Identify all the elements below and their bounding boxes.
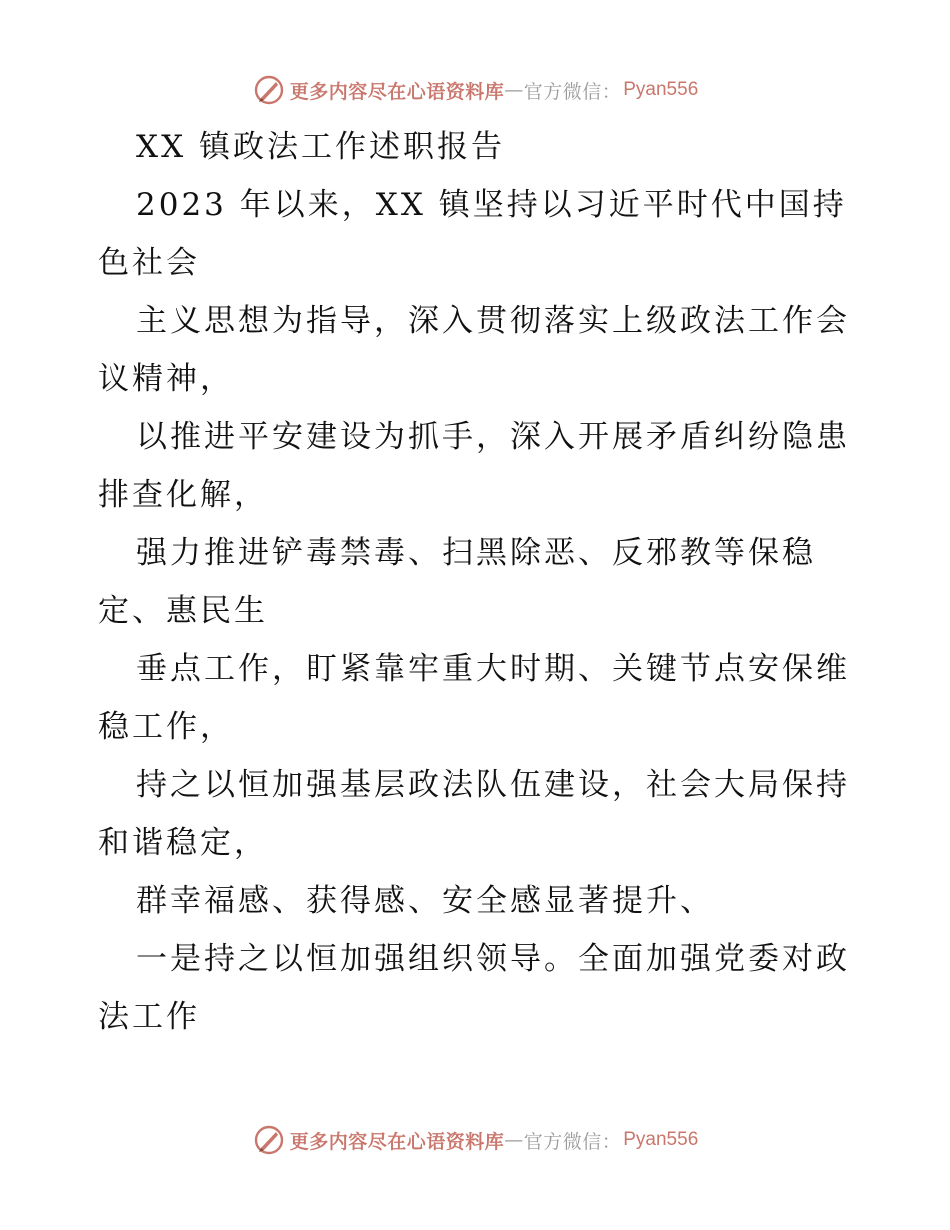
banner-main-text: 更多内容尽在心语资料库	[289, 1130, 505, 1153]
banner-main-text: 更多内容尽在心语资料库	[289, 80, 505, 103]
banner-dash: —	[504, 1129, 524, 1151]
paragraph: 垂点工作，盯紧靠牢重大时期、关键节点安保维稳工作，	[98, 651, 850, 745]
quill-pen-icon	[252, 73, 286, 107]
document-body	[98, 118, 858, 1046]
paragraph: 主义思想为指导，深入贯彻落实上级政法工作会议精神，	[98, 303, 850, 397]
quill-pen-icon	[252, 1123, 286, 1157]
paragraph: 以推进平安建设为抓手，深入开展矛盾纠纷隐患排查化解，	[98, 419, 850, 513]
banner-wechat-label: 官方微信：	[523, 1130, 622, 1153]
header-banner	[0, 70, 950, 110]
footer-banner	[0, 1120, 950, 1160]
paragraph: 一是持之以恒加强组织领导。全面加强党委对政法工作	[98, 941, 850, 1035]
paragraph: 群幸福感、获得感、安全感显著提升、	[136, 883, 714, 919]
banner-wechat-id: Pyan556	[623, 79, 699, 100]
paragraph: 2023 年以来，XX 镇坚持以习近平时代中国持色社会	[98, 187, 847, 281]
banner-dash: —	[504, 79, 524, 101]
paragraph: 持之以恒加强基层政法队伍建设，社会大局保持和谐稳定，	[98, 767, 850, 861]
document-title: XX 镇政法工作述职报告	[136, 129, 505, 165]
banner-wechat-id: Pyan556	[623, 1129, 699, 1150]
banner-wechat-label: 官方微信：	[523, 80, 622, 103]
paragraph: 强力推进铲毒禁毒、扫黑除恶、反邪教等保稳定、惠民生	[98, 535, 816, 629]
